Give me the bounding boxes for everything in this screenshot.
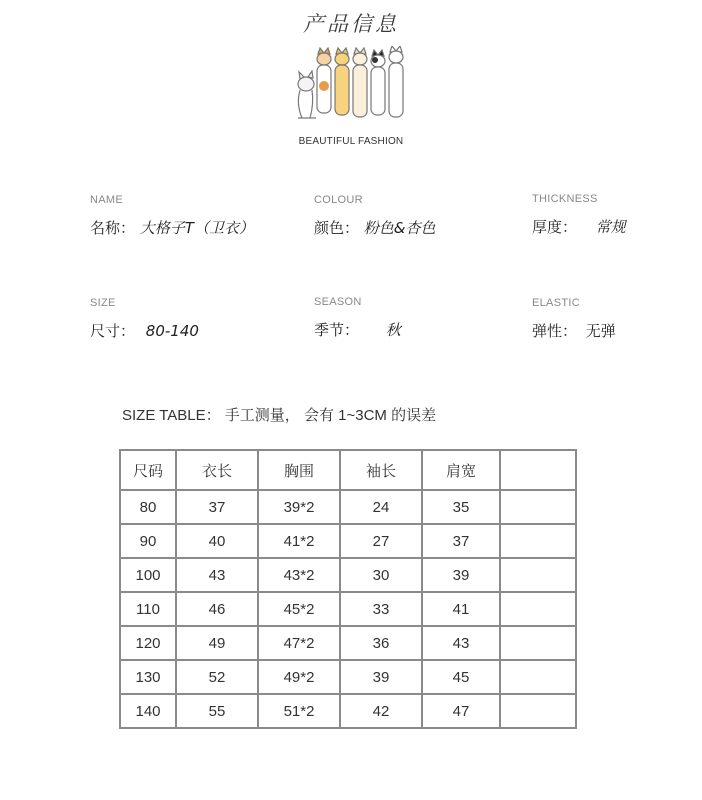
table-cell: 100 [120,558,176,592]
table-cell: 51*2 [258,694,340,728]
table-row [120,524,576,558]
colour-label: 颜色： [314,219,360,237]
table-cell: 43 [176,558,258,592]
column-header: 尺码 [120,450,176,490]
table-header-row [120,450,576,490]
thickness-label: 厚度： [532,218,578,236]
info-name [90,194,254,238]
elastic-en-label: ELASTIC [532,297,580,309]
table-cell: 120 [120,626,176,660]
column-header: 衣长 [176,450,258,490]
table-cell: 47 [422,694,500,728]
thickness-en-label: THICKNESS [532,193,598,205]
table-cell: 39 [422,558,500,592]
page-title: 产品信息 [303,12,399,36]
elastic-label: 弹性： [532,322,578,340]
size-value: 80-140 [145,322,199,340]
info-elastic [532,297,616,341]
column-header: 袖长 [340,450,422,490]
name-label: 名称： [90,219,136,237]
table-cell: 40 [176,524,258,558]
table-cell: 37 [422,524,500,558]
table-cell: 140 [120,694,176,728]
table-row [120,694,576,728]
table-cell: 37 [176,490,258,524]
info-size [90,297,199,341]
table-cell: 90 [120,524,176,558]
size-table-note: SIZE TABLE： 手工测量， 会有 1~3CM 的误差 [122,407,437,424]
table-cell: 49*2 [258,660,340,694]
table-cell: 39 [340,660,422,694]
colour-en-label: COLOUR [314,194,363,206]
table-row [120,490,576,524]
info-thickness [532,193,626,237]
table-cell [500,660,576,694]
table-cell: 45*2 [258,592,340,626]
brand-name: BEAUTIFUL FASHION [298,136,404,147]
grey-cat [298,71,316,118]
table-cell: 43 [422,626,500,660]
table-cell: 52 [176,660,258,694]
column-header: 肩宽 [422,450,500,490]
table-cell: 42 [340,694,422,728]
table-cell: 55 [176,694,258,728]
table-cell [500,524,576,558]
table-cell: 41*2 [258,524,340,558]
season-en-label: SEASON [314,296,362,308]
season-value: 秋 [385,321,401,339]
table-cell: 33 [340,592,422,626]
colour-value: 粉色&杏色 [363,219,436,237]
table-cell [500,694,576,728]
season-label: 季节： [314,321,360,339]
table-cell: 30 [340,558,422,592]
table-row [120,558,576,592]
table-cell: 47*2 [258,626,340,660]
name-en-label: NAME [90,194,123,206]
column-header [500,450,576,490]
table-cell: 39*2 [258,490,340,524]
table-row [120,660,576,694]
table-cell: 45 [422,660,500,694]
table-cell: 36 [340,626,422,660]
tan-cat [353,48,367,117]
table-cell [500,558,576,592]
size-en-label: SIZE [90,297,116,309]
yellow-cat [335,48,349,115]
table-cell: 27 [340,524,422,558]
name-value: 大格子T（卫衣） [139,219,254,237]
white-cat [389,46,403,117]
table-cell: 49 [176,626,258,660]
info-season [314,296,401,340]
black-white-cat [371,50,385,115]
info-colour [314,194,436,238]
table-cell: 46 [176,592,258,626]
size-table [119,449,577,729]
cats-illustration-icon [286,46,416,126]
table-cell: 24 [340,490,422,524]
size-label: 尺寸： [90,322,136,340]
table-cell [500,490,576,524]
thickness-value: 常规 [595,218,626,236]
table-cell: 35 [422,490,500,524]
orange-cat [317,48,331,113]
table-cell: 41 [422,592,500,626]
elastic-value: 无弹 [585,322,616,340]
table-cell: 43*2 [258,558,340,592]
table-row [120,592,576,626]
table-row [120,626,576,660]
table-cell: 80 [120,490,176,524]
table-cell [500,592,576,626]
table-cell: 130 [120,660,176,694]
column-header: 胸围 [258,450,340,490]
table-cell: 110 [120,592,176,626]
table-cell [500,626,576,660]
